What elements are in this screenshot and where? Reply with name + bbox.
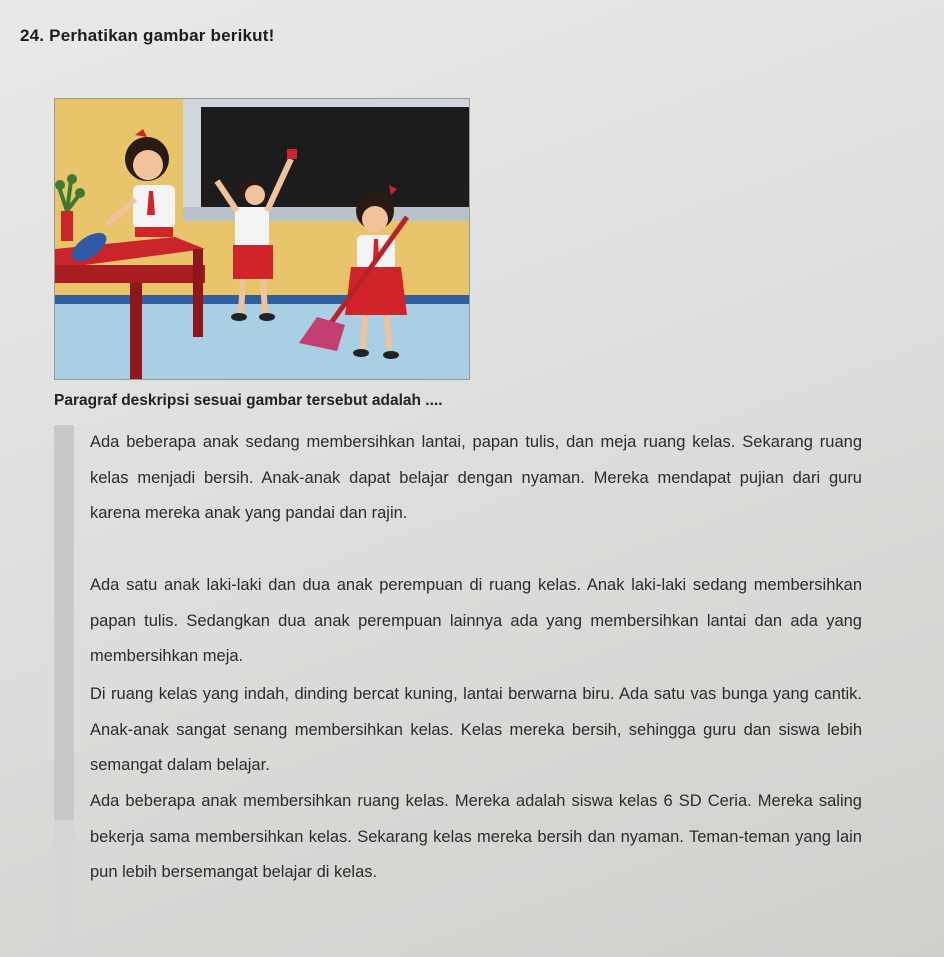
option-text: Di ruang kelas yang indah, dinding bercat kuning, lantai berwarna biru. Ada satu vas bunga yang cantik. Anak-anak sangat senang membersihkan kelas. Kelas mereka bersih, sehingga guru dan siswa lebih semangat dalam belajar. [90,685,862,774]
option-text: Ada satu anak laki-laki dan dua anak perempuan di ruang kelas. Anak laki-laki sedang membersihkan papan tulis. Sedangkan dua anak perempuan lainnya ada yang membersihkan lantai dan ada yang membersihkan meja. [90,576,862,665]
answer-option-4[interactable] [90,784,862,891]
option-text: Ada beberapa anak membersihkan ruang kelas. Mereka adalah siswa kelas 6 SD Ceria. Mereka saling bekerja sama membersihkan kelas. Sekarang kelas mereka bersih dan nyaman. Teman-teman yang lain pun lebih bersemangat belajar di kelas. [90,792,862,881]
answer-option-2[interactable] [90,568,862,675]
classroom-illustration [54,98,470,380]
question-prompt: Paragraf deskripsi sesuai gambar tersebut adalah .... [54,392,443,409]
chalk-ledge [183,207,469,221]
answer-option-3[interactable] [90,677,862,784]
question-title: 24. Perhatikan gambar berikut! [20,26,275,45]
option-selection-bar-lower [54,820,74,940]
answer-option-1[interactable] [90,425,862,532]
option-text: Ada beberapa anak sedang membersihkan lantai, papan tulis, dan meja ruang kelas. Sekarang ruang kelas menjadi bersih. Anak-anak dapat belajar dengan nyaman. Mereka mendapat pujian dari guru karena mereka anak yang pandai dan rajin. [90,433,862,522]
option-selection-bar [54,425,74,820]
